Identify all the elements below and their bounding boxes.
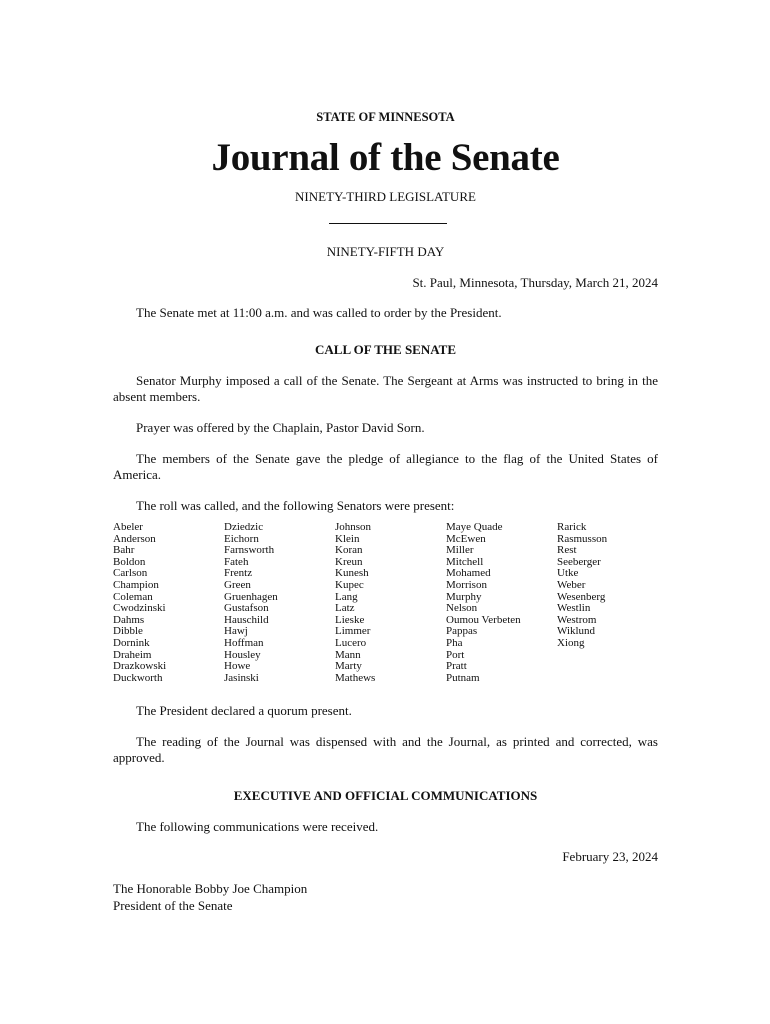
senator-name: Kunesh [335,567,369,580]
senator-name: Wesenberg [557,590,606,603]
senator-name: Marty [335,660,362,673]
senator-name: Hoffman [224,636,264,649]
senator-name: Boldon [113,555,146,568]
senator-name: Dziedzic [224,521,264,533]
addressee-title: President of the Senate [113,898,233,913]
state-label: STATE OF MINNESOTA [316,110,455,124]
senator-name: Dahms [113,613,145,626]
senator-name: Gustafson [224,602,269,615]
quorum-paragraph: The President declared a quorum present. [136,703,352,718]
senator-name: Dibble [113,625,143,638]
senator-name: Hauschild [224,613,269,626]
senator-name: Maye Quade [446,521,503,533]
senator-name: Nelson [446,602,478,615]
senator-name: Fateh [224,555,249,568]
roll-column-5 [557,522,607,650]
journal-title: Journal of the Senate [211,136,560,179]
senator-name: Dornink [113,636,150,649]
senator-name: Miller [446,544,474,557]
executive-communications-heading: EXECUTIVE AND OFFICIAL COMMUNICATIONS [233,788,538,803]
senator-name: Morrison [446,578,487,591]
addressee-name: The Honorable Bobby Joe Champion [113,881,308,896]
senator-name: Wiklund [557,625,596,638]
roll-column-4 [446,522,521,684]
legislature-label: NINETY-THIRD LEGISLATURE [295,189,476,204]
senator-name: Latz [335,602,355,615]
senator-name: Kupec [335,578,364,591]
senator-name: Cwodzinski [113,602,166,615]
senator-name: Oumou Verbeten [446,613,521,626]
senator-name: Farnsworth [224,544,275,557]
roll-column-3 [335,522,375,684]
senator-name: Murphy [446,590,482,603]
senator-name: Rasmusson [557,532,608,545]
senator-name: Utke [557,567,579,580]
senator-name: Weber [557,578,586,591]
senator-name: Xiong [557,636,585,649]
convened-paragraph: The Senate met at 11:00 a.m. and was called to order by the President. [136,305,502,320]
senator-name: Seeberger [557,555,601,568]
senator-name: Frentz [224,567,253,580]
day-label: NINETY-FIFTH DAY [326,244,445,259]
letter-addressee [113,880,658,914]
senator-name: Mohamed [446,567,491,580]
senator-name: Kreun [335,555,363,568]
senator-name: Draheim [113,648,152,661]
senator-name: Pappas [446,625,478,638]
senator-name: Johnson [335,521,372,533]
senator-name: Bahr [113,544,135,557]
letter-date: February 23, 2024 [562,849,658,864]
senator-name: Anderson [113,532,156,545]
senator-name: Abeler [113,521,143,533]
roll-column-1 [113,522,166,684]
dateline: St. Paul, Minnesota, Thursday, March 21, 2024 [412,275,658,290]
senator-name: Hawj [224,625,248,638]
roll-call-list [113,522,658,690]
senator-name: Mann [335,648,361,661]
roll-column-2 [224,522,278,684]
journal-page [113,0,658,1024]
pledge-paragraph: The members of the Senate gave the pledge of allegiance to the flag of the United States of America. [113,451,658,482]
senator-name: Coleman [113,590,153,603]
senator-name: Eichorn [224,532,259,545]
senator-name: Klein [335,532,360,545]
senator-name: Duckworth [113,671,163,684]
senator-name: Port [446,648,465,661]
senator-name: Housley [224,648,261,661]
senator-name: Rest [557,544,577,557]
senator-name: Lucero [335,636,367,649]
senator-name: Limmer [335,625,371,638]
senator-name: Drazkowski [113,660,167,673]
senator-name: Putnam [446,671,480,684]
senator-name: Carlson [113,567,148,580]
senator-name: Gruenhagen [224,590,278,603]
senator-name: Howe [224,660,251,673]
senator-name: Jasinski [224,671,259,684]
senator-name: Lang [335,590,358,603]
senator-name: Mitchell [446,555,484,568]
senator-name: Koran [335,544,363,557]
senator-name: Westlin [557,602,591,615]
call-paragraph: Senator Murphy imposed a call of the Senate. The Sergeant at Arms was instructed to bring in the absent members. [113,373,658,404]
senator-name: Pratt [446,660,467,673]
prayer-paragraph: Prayer was offered by the Chaplain, Pastor David Sorn. [136,420,425,435]
title-divider [329,223,447,224]
communications-intro-paragraph: The following communications were received. [136,819,379,834]
senator-name: Lieske [335,613,365,626]
senator-name: Pha [446,636,463,649]
senator-name: Green [224,578,251,591]
roll-intro-paragraph: The roll was called, and the following Senators were present: [136,498,455,513]
journal-reading-paragraph: The reading of the Journal was dispensed with and the Journal, as printed and corrected, was approved. [113,734,658,765]
senator-name: Rarick [557,521,587,533]
call-of-senate-heading: CALL OF THE SENATE [315,342,456,357]
senator-name: Champion [113,578,159,591]
senator-name: Mathews [335,671,376,684]
senator-name: McEwen [446,532,486,545]
senator-name: Westrom [557,613,597,626]
